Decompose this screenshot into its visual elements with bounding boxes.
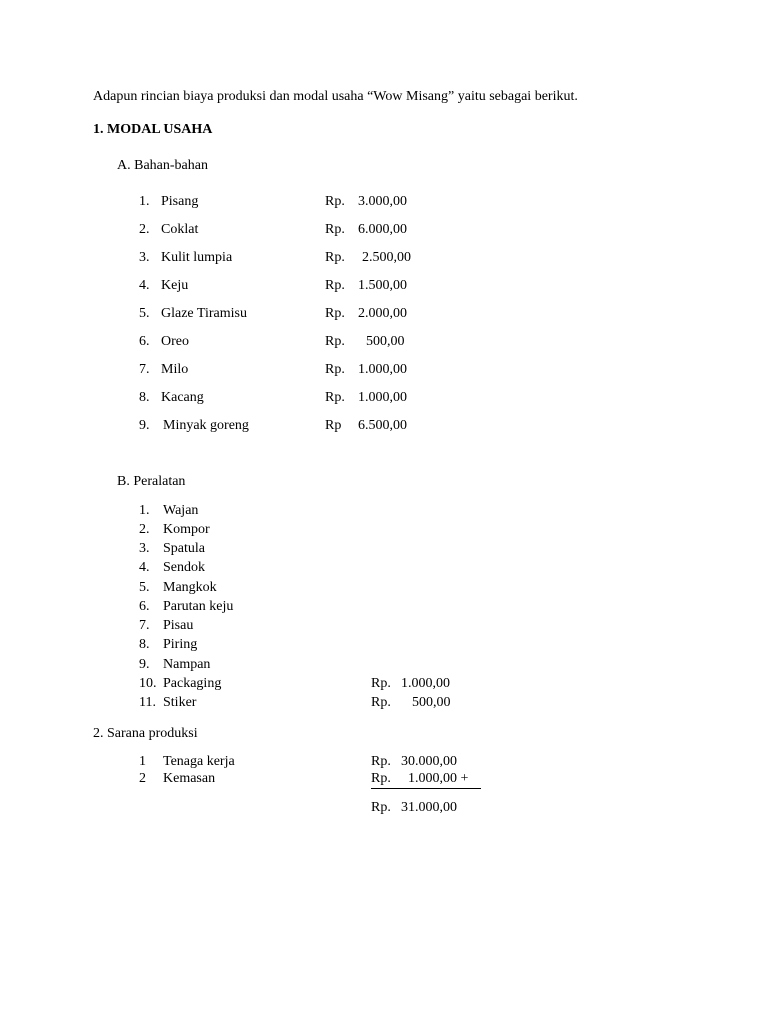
bahan-7-amount: 1.000,00 bbox=[358, 362, 407, 377]
subsection-b-heading: B. Peralatan bbox=[117, 474, 186, 489]
bahan-6-name: Oreo bbox=[161, 334, 189, 349]
alat-1-num: 1. bbox=[139, 503, 150, 518]
alat-7-name: Pisau bbox=[163, 618, 194, 633]
bahan-7-name: Milo bbox=[161, 362, 189, 377]
alat-9-name: Nampan bbox=[163, 657, 211, 672]
bahan-1-currency: Rp. bbox=[325, 194, 345, 209]
bahan-1-name: Pisang bbox=[161, 194, 199, 209]
alat-4-name: Sendok bbox=[163, 560, 205, 575]
alat-5-name: Mangkok bbox=[163, 580, 217, 595]
section-1-heading: 1. MODAL USAHA bbox=[93, 122, 213, 137]
bahan-5-currency: Rp. bbox=[325, 306, 345, 321]
bahan-1-amount: 3.000,00 bbox=[358, 194, 407, 209]
alat-10-num: 10. bbox=[139, 676, 157, 691]
bahan-7-num: 7. bbox=[139, 362, 150, 377]
bahan-2-name: Coklat bbox=[161, 222, 199, 237]
bahan-8-num: 8. bbox=[139, 390, 150, 405]
alat-2-name: Kompor bbox=[163, 522, 210, 537]
bahan-7-currency: Rp. bbox=[325, 362, 345, 377]
bahan-3-currency: Rp. bbox=[325, 250, 345, 265]
alat-8-name: Piring bbox=[163, 637, 198, 652]
bahan-5-amount: 2.000,00 bbox=[358, 306, 407, 321]
sarana-2-amount: 1.000,00 + bbox=[408, 771, 469, 786]
sarana-2-name: Kemasan bbox=[163, 771, 216, 786]
intro-paragraph: Adapun rincian biaya produksi dan modal usaha “Wow Misang” yaitu sebagai berikut. bbox=[93, 89, 578, 104]
bahan-4-name: Keju bbox=[161, 278, 189, 293]
alat-8-num: 8. bbox=[139, 637, 150, 652]
bahan-4-currency: Rp. bbox=[325, 278, 345, 293]
sarana-2-currency: Rp. bbox=[371, 771, 391, 786]
bahan-8-name: Kacang bbox=[161, 390, 204, 405]
alat-7-num: 7. bbox=[139, 618, 150, 633]
sarana-1-amount: 30.000,00 bbox=[401, 754, 457, 769]
bahan-2-amount: 6.000,00 bbox=[358, 222, 407, 237]
total-amount: 31.000,00 bbox=[401, 800, 457, 815]
bahan-3-name: Kulit lumpia bbox=[161, 250, 233, 265]
alat-6-num: 6. bbox=[139, 599, 150, 614]
bahan-6-num: 6. bbox=[139, 334, 150, 349]
bahan-2-currency: Rp. bbox=[325, 222, 345, 237]
subsection-a-heading: A. Bahan-bahan bbox=[117, 158, 208, 173]
sarana-1-currency: Rp. bbox=[371, 754, 391, 769]
alat-11-num: 11. bbox=[139, 695, 156, 710]
bahan-8-amount: 1.000,00 bbox=[358, 390, 407, 405]
bahan-2-num: 2. bbox=[139, 222, 150, 237]
alat-11-name: Stiker bbox=[163, 695, 197, 710]
alat-11-currency: Rp. bbox=[371, 695, 391, 710]
section-2-heading: 2. Sarana produksi bbox=[93, 726, 198, 741]
bahan-4-amount: 1.500,00 bbox=[358, 278, 407, 293]
sum-rule bbox=[371, 788, 481, 789]
sarana-1-name: Tenaga kerja bbox=[163, 754, 235, 769]
bahan-9-name: Minyak goreng bbox=[163, 418, 249, 433]
bahan-4-num: 4. bbox=[139, 278, 150, 293]
alat-3-num: 3. bbox=[139, 541, 150, 556]
bahan-9-num: 9. bbox=[139, 418, 150, 433]
bahan-3-amount: 2.500,00 bbox=[362, 250, 411, 265]
alat-2-num: 2. bbox=[139, 522, 150, 537]
alat-11-amount: 500,00 bbox=[412, 695, 451, 710]
bahan-5-name: Glaze Tiramisu bbox=[161, 306, 247, 321]
bahan-9-currency: Rp bbox=[325, 418, 342, 433]
alat-3-name: Spatula bbox=[163, 541, 205, 556]
alat-4-num: 4. bbox=[139, 560, 150, 575]
bahan-1-num: 1. bbox=[139, 194, 150, 209]
bahan-8-currency: Rp. bbox=[325, 390, 345, 405]
total-currency: Rp. bbox=[371, 800, 391, 815]
alat-10-amount: 1.000,00 bbox=[401, 676, 450, 691]
alat-10-currency: Rp. bbox=[371, 676, 391, 691]
bahan-6-amount: 500,00 bbox=[366, 334, 405, 349]
alat-6-name: Parutan keju bbox=[163, 599, 234, 614]
sarana-2-num: 2 bbox=[139, 771, 146, 786]
bahan-5-num: 5. bbox=[139, 306, 150, 321]
bahan-6-currency: Rp. bbox=[325, 334, 345, 349]
bahan-9-amount: 6.500,00 bbox=[358, 418, 407, 433]
bahan-3-num: 3. bbox=[139, 250, 150, 265]
alat-10-name: Packaging bbox=[163, 676, 222, 691]
sarana-1-num: 1 bbox=[139, 754, 146, 769]
alat-1-name: Wajan bbox=[163, 503, 199, 518]
alat-9-num: 9. bbox=[139, 657, 150, 672]
alat-5-num: 5. bbox=[139, 580, 150, 595]
